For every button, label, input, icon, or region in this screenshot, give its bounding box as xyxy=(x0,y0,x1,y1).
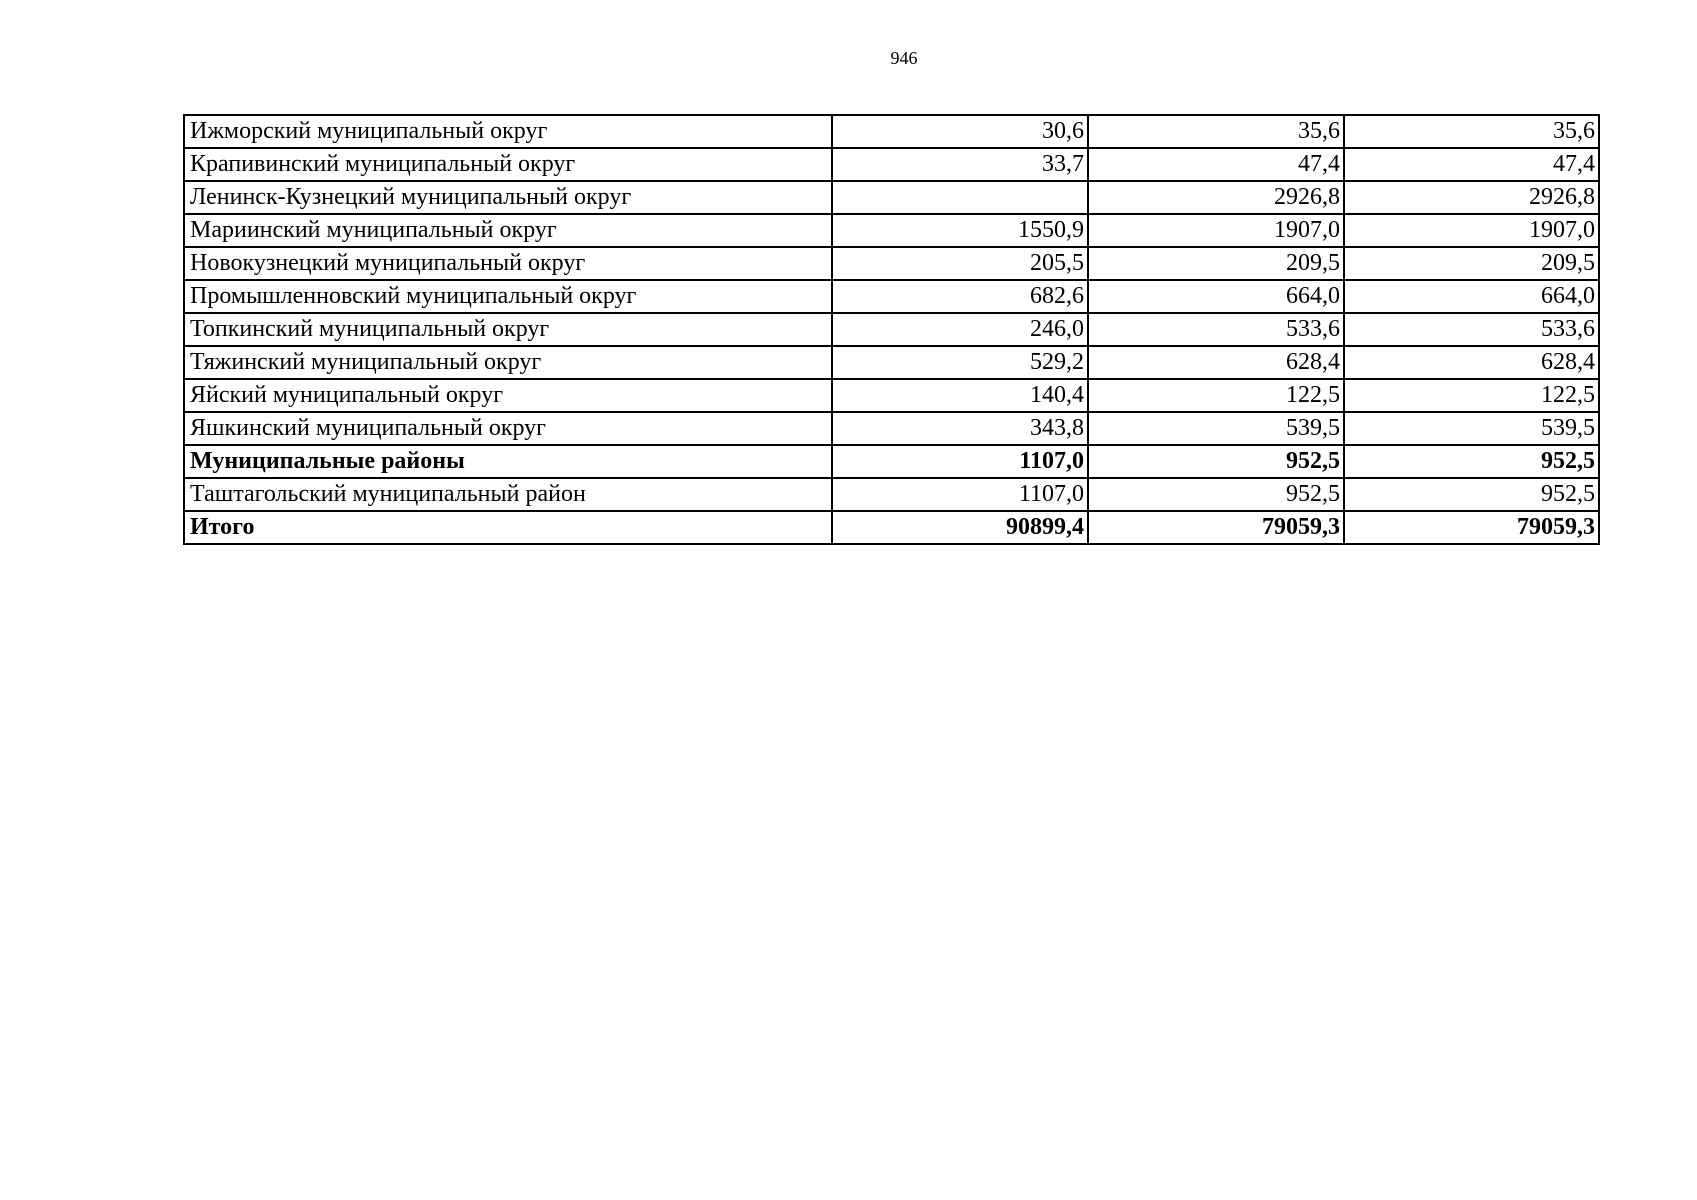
row-value-2-cell: 1907,0 xyxy=(1088,214,1344,247)
row-value-2-cell: 122,5 xyxy=(1088,379,1344,412)
row-value-1-cell: 205,5 xyxy=(832,247,1088,280)
row-value-3-cell: 539,5 xyxy=(1344,412,1599,445)
row-value-1-cell xyxy=(832,181,1088,214)
row-value-3-cell: 47,4 xyxy=(1344,148,1599,181)
row-value-2-cell: 209,5 xyxy=(1088,247,1344,280)
page-number: 946 xyxy=(890,48,918,68)
row-value-3-cell: 628,4 xyxy=(1344,346,1599,379)
row-value-2-cell: 35,6 xyxy=(1088,115,1344,148)
row-value-2-cell: 952,5 xyxy=(1088,478,1344,511)
table-row xyxy=(184,478,1599,511)
row-name-cell: Крапивинский муниципальный округ xyxy=(184,148,832,181)
row-value-3-cell: 35,6 xyxy=(1344,115,1599,148)
row-name-cell: Новокузнецкий муниципальный округ xyxy=(184,247,832,280)
row-name-cell: Таштагольский муниципальный район xyxy=(184,478,832,511)
table-row xyxy=(184,115,1599,148)
row-value-1-cell: 140,4 xyxy=(832,379,1088,412)
row-name-cell: Мариинский муниципальный округ xyxy=(184,214,832,247)
row-value-1-cell: 30,6 xyxy=(832,115,1088,148)
row-value-1-cell: 682,6 xyxy=(832,280,1088,313)
table-row xyxy=(184,247,1599,280)
table-row xyxy=(184,313,1599,346)
data-table xyxy=(183,114,1600,545)
table-body xyxy=(184,115,1599,544)
row-value-2-cell: 539,5 xyxy=(1088,412,1344,445)
row-value-1-cell: 343,8 xyxy=(832,412,1088,445)
row-value-1-cell: 1107,0 xyxy=(832,478,1088,511)
row-value-1-cell: 529,2 xyxy=(832,346,1088,379)
table-row xyxy=(184,511,1599,544)
row-value-3-cell: 209,5 xyxy=(1344,247,1599,280)
row-value-3-cell: 952,5 xyxy=(1344,445,1599,478)
row-value-2-cell: 47,4 xyxy=(1088,148,1344,181)
row-value-2-cell: 628,4 xyxy=(1088,346,1344,379)
row-value-1-cell: 1107,0 xyxy=(832,445,1088,478)
row-value-2-cell: 79059,3 xyxy=(1088,511,1344,544)
row-name-cell: Тяжинский муниципальный округ xyxy=(184,346,832,379)
table-row xyxy=(184,346,1599,379)
row-value-3-cell: 2926,8 xyxy=(1344,181,1599,214)
table-row xyxy=(184,280,1599,313)
row-value-1-cell: 90899,4 xyxy=(832,511,1088,544)
row-value-3-cell: 533,6 xyxy=(1344,313,1599,346)
row-name-cell: Топкинский муниципальный округ xyxy=(184,313,832,346)
row-value-2-cell: 952,5 xyxy=(1088,445,1344,478)
table-row xyxy=(184,181,1599,214)
table-row xyxy=(184,412,1599,445)
row-value-3-cell: 79059,3 xyxy=(1344,511,1599,544)
row-value-3-cell: 122,5 xyxy=(1344,379,1599,412)
table-row xyxy=(184,214,1599,247)
row-value-2-cell: 2926,8 xyxy=(1088,181,1344,214)
row-value-3-cell: 952,5 xyxy=(1344,478,1599,511)
row-name-cell: Яшкинский муниципальный округ xyxy=(184,412,832,445)
row-value-2-cell: 664,0 xyxy=(1088,280,1344,313)
row-value-1-cell: 1550,9 xyxy=(832,214,1088,247)
row-value-3-cell: 1907,0 xyxy=(1344,214,1599,247)
row-value-3-cell: 664,0 xyxy=(1344,280,1599,313)
row-name-cell: Яйский муниципальный округ xyxy=(184,379,832,412)
row-name-cell: Промышленновский муниципальный округ xyxy=(184,280,832,313)
row-name-cell: Итого xyxy=(184,511,832,544)
table-row xyxy=(184,148,1599,181)
row-name-cell: Ижморский муниципальный округ xyxy=(184,115,832,148)
row-value-1-cell: 33,7 xyxy=(832,148,1088,181)
row-value-1-cell: 246,0 xyxy=(832,313,1088,346)
row-name-cell: Ленинск-Кузнецкий муниципальный округ xyxy=(184,181,832,214)
row-value-2-cell: 533,6 xyxy=(1088,313,1344,346)
table-row xyxy=(184,379,1599,412)
table-row xyxy=(184,445,1599,478)
row-name-cell: Муниципальные районы xyxy=(184,445,832,478)
